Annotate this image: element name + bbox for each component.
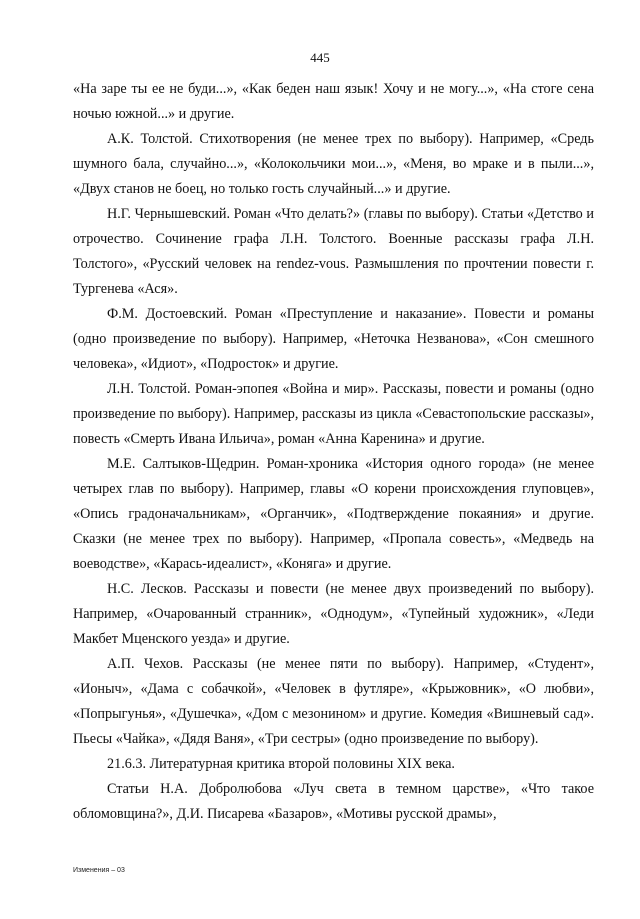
paragraph-leskov: Н.С. Лесков. Рассказы и повести (не менее двух произведений по выбору). Например, «Очарованный странник», «Однодум», «Тупейный художник», «Леди Макбет Мценского уезда» и другие. xyxy=(73,581,594,647)
footer-revision-note: Изменения – 03 xyxy=(73,867,125,874)
paragraph-criticism: Статьи Н.А. Добролюбова «Луч света в темном царстве», «Что такое обломовщина?», Д.И. Писарева «Базаров», «Мотивы русской драмы», xyxy=(73,781,594,822)
paragraph-dostoevsky: Ф.М. Достоевский. Роман «Преступление и наказание». Повести и романы (одно произведение по выбору). Например, «Неточка Незванова», «Сон смешного человека», «Идиот», «Подросток» и другие. xyxy=(73,306,594,372)
paragraph-saltykov-shchedrin: М.Е. Салтыков-Щедрин. Роман-хроника «История одного города» (не менее четырех глав по выбору). Например, главы «О корени происхождения глуповцев», «Опись градоначальникам», «Органчик», «Подтверждение покаяния» и другие. Сказки (не менее трех по выбору). Например, «Пропала совесть», «Медведь на воеводстве», «Карась-идеалист», «Коняга» и другие. xyxy=(73,456,594,572)
page-number: 445 xyxy=(310,50,330,65)
paragraph-chernyshevsky: Н.Г. Чернышевский. Роман «Что делать?» (главы по выбору). Статьи «Детство и отрочество. Сочинение графа Л.Н. Толстого. Военные рассказы графа Л.Н. Толстого», «Русский человек на rendez-vous. Размышления по прочтении повести г. Тургенева «Ася». xyxy=(73,206,594,297)
paragraph-ak-tolstoy: А.К. Толстой. Стихотворения (не менее трех по выбору). Например, «Средь шумного бала, случайно...», «Колокольчики мои...», «Меня, во мраке и в пыли...», «Двух станов не боец, но только гость случайный...» и другие. xyxy=(73,131,594,197)
paragraph-continuation: «На заре ты ее не буди...», «Как беден наш язык! Хочу и не могу...», «На стоге сена ночью южной...» и другие. xyxy=(73,81,594,122)
document-body xyxy=(73,77,594,827)
paragraph-chekhov: А.П. Чехов. Рассказы (не менее пяти по выбору). Например, «Студент», «Ионыч», «Дама с собачкой», «Человек в футляре», «Крыжовник», «О любви», «Попрыгунья», «Душечка», «Дом с мезонином» и другие. Комедия «Вишневый сад». Пьесы «Чайка», «Дядя Ваня», «Три сестры» (одно произведение по выбору). xyxy=(73,656,594,747)
paragraph-ln-tolstoy: Л.Н. Толстой. Роман-эпопея «Война и мир». Рассказы, повести и романы (одно произведение по выбору). Например, рассказы из цикла «Севастопольские рассказы», повесть «Смерть Ивана Ильича», роман «Анна Каренина» и другие. xyxy=(73,381,594,447)
section-heading-21-6-3: 21.6.3. Литературная критика второй половины XIX века. xyxy=(107,756,455,772)
